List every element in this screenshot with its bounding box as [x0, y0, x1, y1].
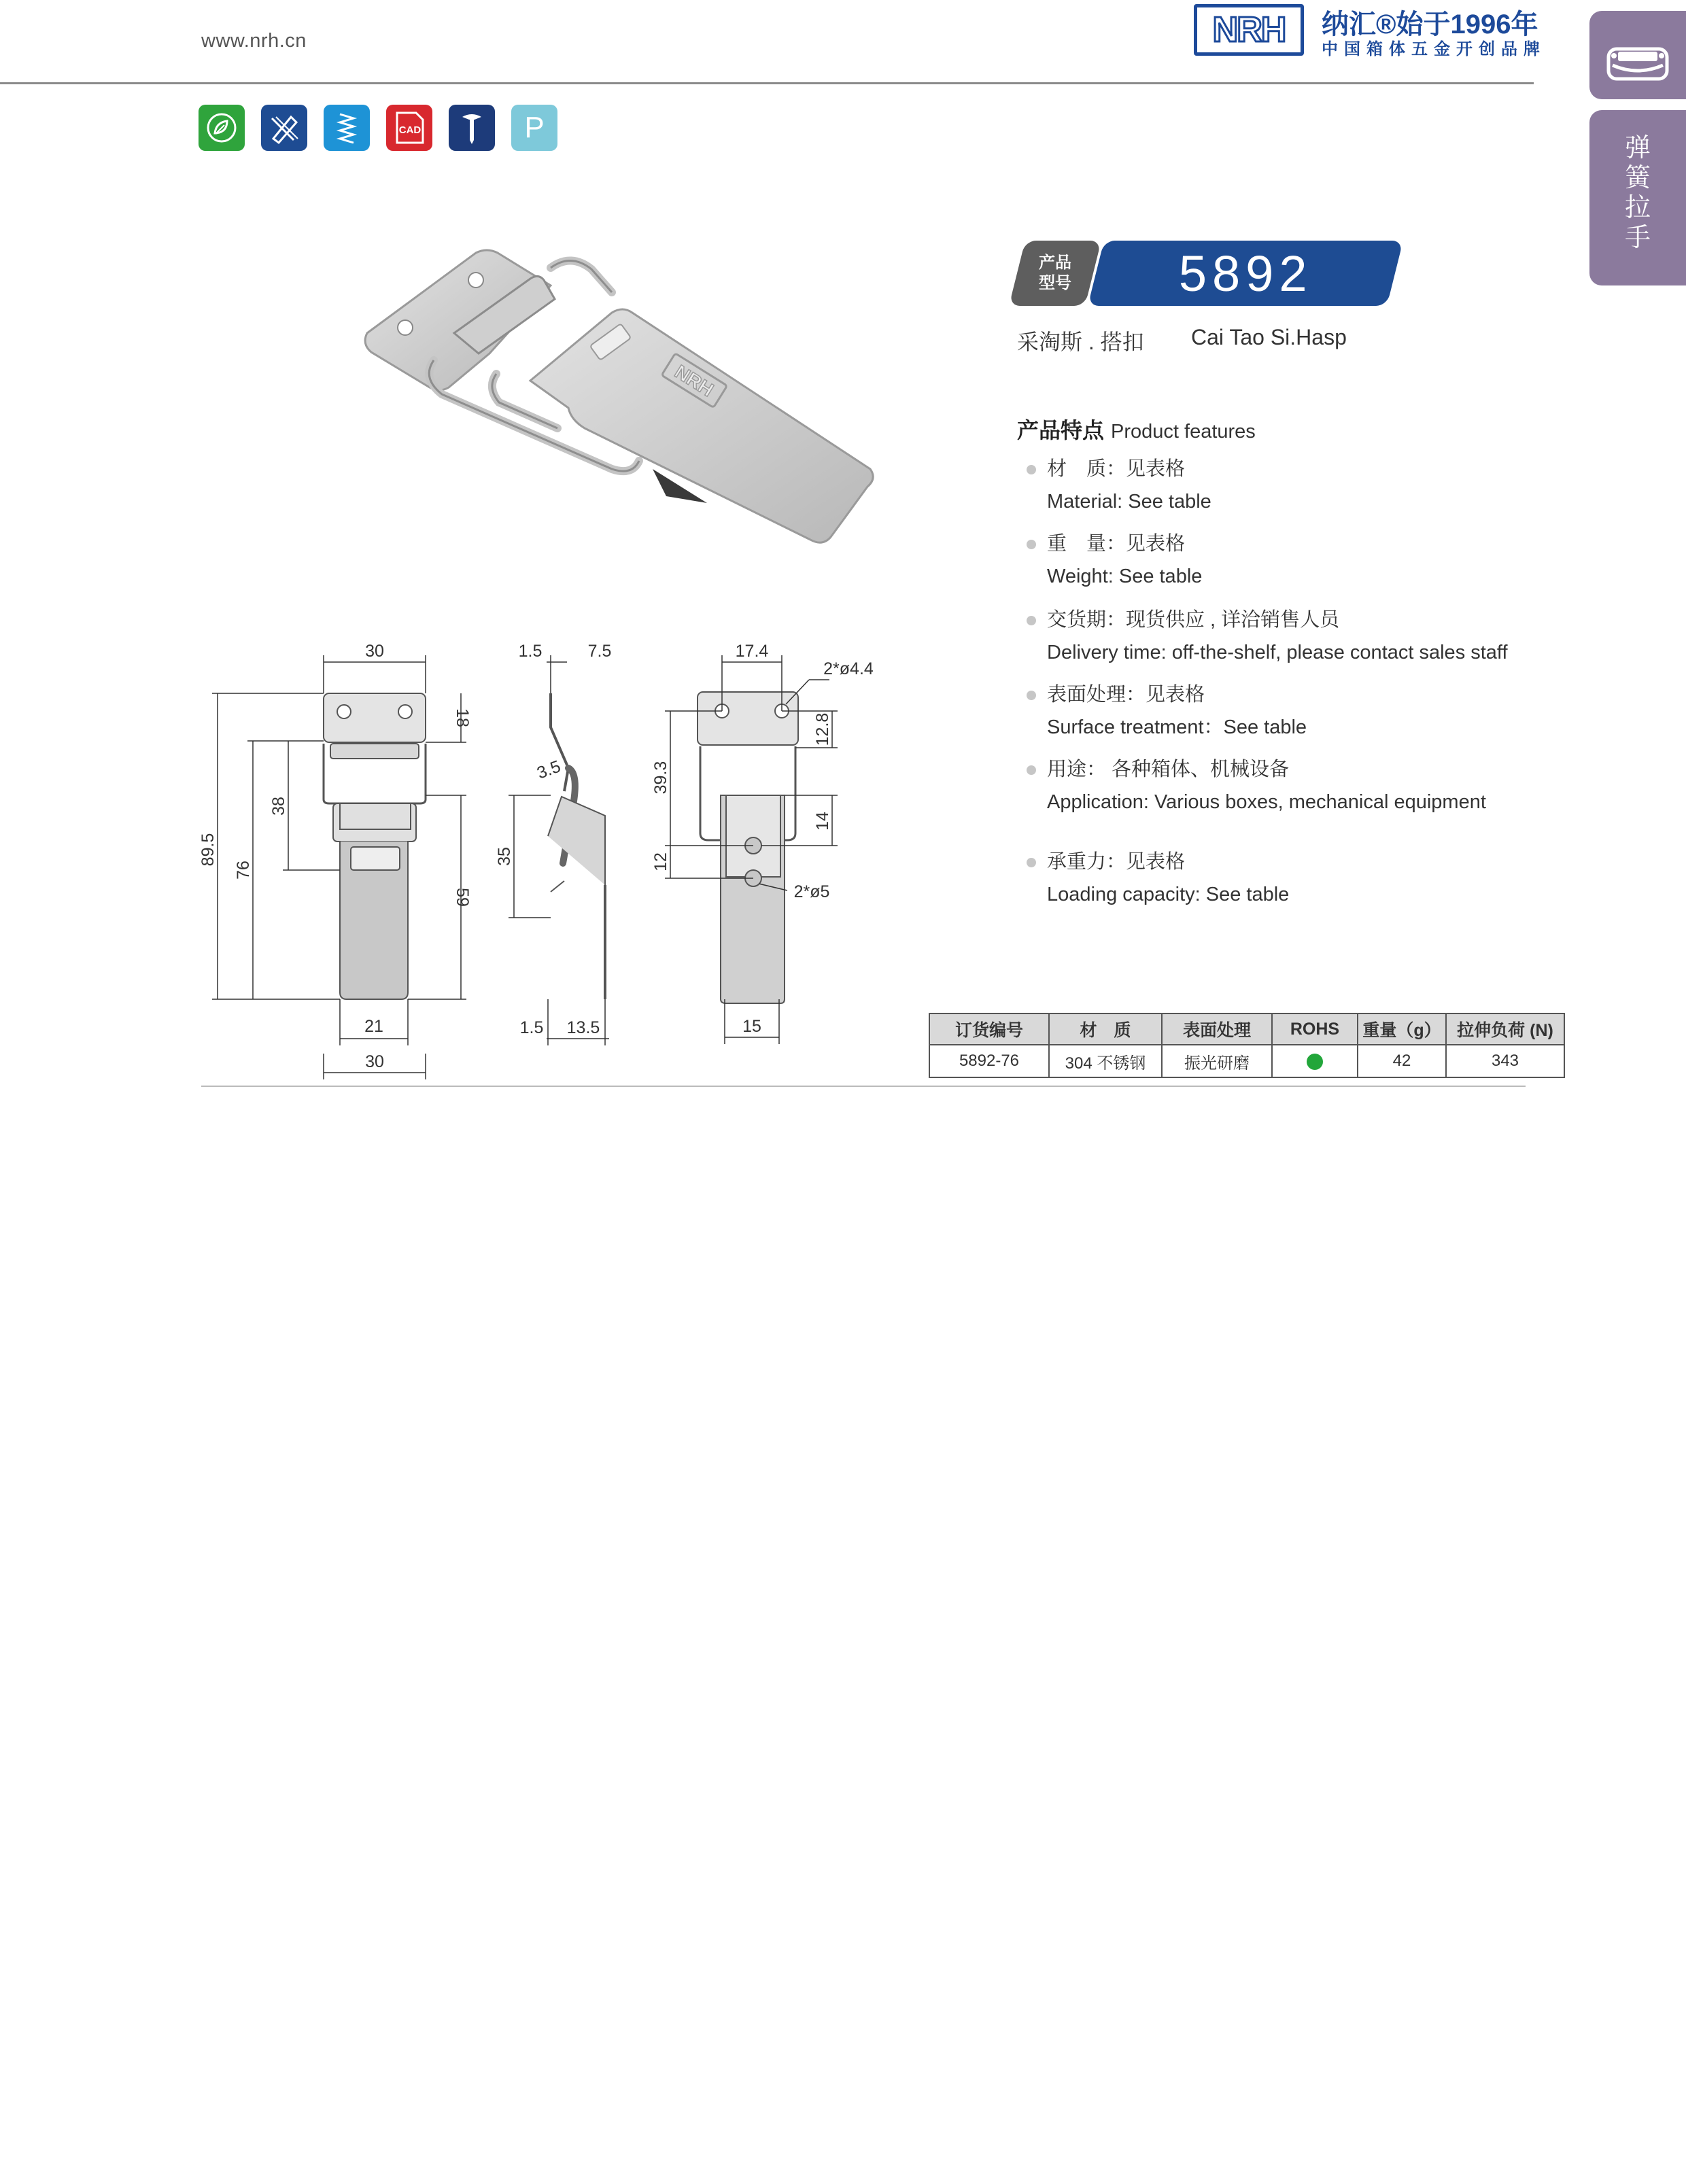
cell-weight: 42	[1358, 1045, 1446, 1077]
dim-front-bottom-width: 21	[364, 1017, 383, 1036]
dim-side-angle: 3.5	[534, 757, 564, 783]
col-header-load: 拉伸负荷 (N)	[1446, 1013, 1564, 1045]
spec-table	[929, 1013, 1565, 1078]
feature-item: 承重力：见表格 Loading capacity: See table	[1027, 846, 1289, 911]
dim-side-height: 35	[495, 847, 514, 866]
cell-finish: 振光研磨	[1162, 1045, 1272, 1077]
cell-code: 5892-76	[929, 1045, 1049, 1077]
cell-load: 343	[1446, 1045, 1564, 1077]
table-row	[929, 1045, 1564, 1077]
eco-leaf-icon	[199, 105, 245, 151]
svg-text:NRH: NRH	[671, 360, 718, 401]
col-header-weight: 重量（g）	[1358, 1013, 1446, 1045]
side-tab-label: 弹 簧 拉 手	[1624, 134, 1651, 252]
product-render-image	[354, 245, 884, 564]
feature-item: 材 质：见表格 Material: See table	[1027, 453, 1211, 518]
logo-subtitle: 中国箱体五金开创品牌	[1322, 40, 1546, 58]
model-number: 5892	[1178, 245, 1313, 302]
p-icon: P	[511, 105, 557, 151]
dim-back-hole-spacing: 17.4	[735, 642, 769, 661]
features-title: 产品特点 Product features	[1017, 418, 1256, 443]
feature-item: 交货期：现货供应 , 详洽销售人员 Delivery time: off-the-shelf, please contact sales staff	[1027, 604, 1508, 669]
site-url[interactable]: www.nrh.cn	[201, 30, 307, 52]
cell-material: 304 不锈钢	[1049, 1045, 1162, 1077]
side-tab-category[interactable]	[1589, 110, 1686, 285]
logo-mark: NRH	[1212, 10, 1286, 50]
model-label-badge: 产品 型号	[1009, 241, 1101, 306]
side-tab-icon-tab[interactable]	[1589, 11, 1686, 99]
feature-item: 重 量：见表格 Weight: See table	[1027, 527, 1202, 593]
col-header-rohs: ROHS	[1272, 1013, 1358, 1045]
table-header-row	[929, 1013, 1564, 1045]
dim-back-height: 39.3	[651, 761, 670, 795]
dim-side-bottom-depth: 13.5	[566, 1018, 600, 1037]
dim-back-width: 15	[742, 1017, 761, 1036]
dim-back-slot: 14	[813, 812, 832, 831]
technical-drawing	[197, 632, 891, 1088]
dim-front-lower: 59	[453, 888, 472, 907]
cad-icon	[386, 105, 432, 151]
dim-back-pin-label: 2*ø5	[793, 882, 830, 901]
svg-text:CAD: CAD	[398, 124, 422, 136]
col-header-code: 订货编号	[929, 1013, 1049, 1045]
cell-rohs	[1272, 1045, 1358, 1077]
header-divider	[0, 82, 1534, 84]
dim-side-bottom-thickness: 1.5	[519, 1018, 544, 1037]
dim-front-top-width: 30	[365, 642, 384, 661]
dim-side-offset: 7.5	[587, 642, 612, 661]
product-name-en: Cai Tao Si.Hasp	[1191, 325, 1347, 349]
dim-back-hole-label: 2*ø4.4	[823, 659, 874, 678]
dim-side-thickness: 1.5	[518, 642, 543, 661]
dim-front-top-height: 18	[453, 708, 472, 727]
logo-slogan: 纳汇®始于1996年	[1322, 10, 1538, 39]
col-header-finish: 表面处理	[1162, 1013, 1272, 1045]
feature-item: 用途： 各种箱体、机械设备 Application: Various boxes, mechanical equipment	[1027, 753, 1486, 818]
content-divider	[201, 1086, 1526, 1087]
dim-front-inner: 76	[234, 861, 253, 880]
dim-front-overall-width: 30	[365, 1052, 384, 1071]
col-header-material: 材 质	[1049, 1013, 1162, 1045]
brand-logo[interactable]	[1194, 4, 1304, 56]
design-tools-icon	[261, 105, 307, 151]
dim-front-mid: 38	[269, 797, 288, 816]
dim-back-hole-height: 12.8	[813, 712, 832, 746]
dim-front-total: 89.5	[199, 833, 218, 867]
dim-back-slot-offset: 12	[651, 852, 670, 871]
latch-icon	[1589, 11, 1686, 99]
feature-item: 表面处理：见表格 Surface treatment：See table	[1027, 678, 1307, 744]
product-name-cn: 采淘斯 . 搭扣	[1017, 330, 1144, 354]
spring-icon	[324, 105, 370, 151]
model-number-badge	[1088, 241, 1403, 306]
screw-icon	[449, 105, 495, 151]
rohs-status-dot	[1307, 1054, 1323, 1070]
